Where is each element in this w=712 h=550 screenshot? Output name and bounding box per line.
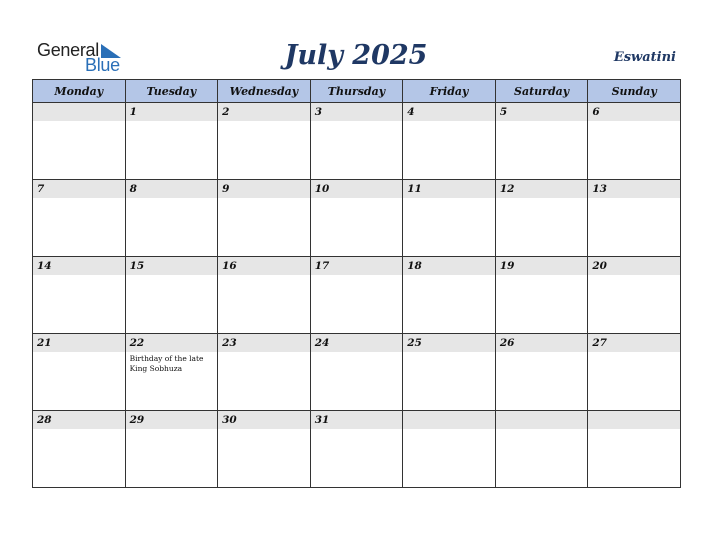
day-number-bar	[218, 180, 310, 198]
day-cell-5	[495, 103, 588, 180]
day-number: 27	[592, 337, 607, 349]
calendar-body	[33, 103, 681, 488]
weekday-tuesday: Tuesday	[125, 80, 218, 103]
day-cell-1	[125, 103, 218, 180]
day-cell-27	[588, 334, 681, 411]
day-number-bar	[496, 257, 588, 275]
day-number: 24	[314, 337, 330, 349]
day-number: 26	[499, 337, 515, 349]
day-cell-30	[218, 411, 311, 488]
day-number-bar	[403, 180, 495, 198]
day-cell-21	[33, 334, 126, 411]
day-cell-26	[495, 334, 588, 411]
day-number: 31	[314, 414, 330, 426]
day-number-bar	[496, 180, 588, 198]
day-cell-2	[218, 103, 311, 180]
day-number: 19	[499, 260, 515, 272]
day-number: 20	[592, 260, 607, 272]
day-cell-18	[403, 257, 496, 334]
day-number-bar	[496, 411, 588, 429]
empty-day-cell	[403, 411, 496, 488]
day-cell-15	[125, 257, 218, 334]
day-cell-3	[310, 103, 403, 180]
day-number: 29	[129, 414, 145, 426]
day-cell-16	[218, 257, 311, 334]
day-cell-9	[218, 180, 311, 257]
empty-day-cell	[588, 411, 681, 488]
weekday-monday: Monday	[33, 80, 126, 103]
day-number: 7	[37, 183, 45, 195]
day-number: 11	[407, 183, 422, 195]
day-number: 23	[222, 337, 237, 349]
empty-day-cell	[33, 103, 126, 180]
day-number-bar	[403, 103, 495, 121]
weekday-friday: Friday	[403, 80, 496, 103]
day-cell-13	[588, 180, 681, 257]
day-number: 16	[222, 260, 237, 272]
day-number: 17	[314, 260, 330, 272]
day-number-bar	[588, 411, 680, 429]
day-number: 12	[499, 183, 515, 195]
holiday-label: Birthday of the late King Sobhuza	[129, 354, 204, 373]
day-number-bar	[311, 334, 403, 352]
day-number-bar	[311, 411, 403, 429]
day-number-bar	[126, 103, 218, 121]
day-number: 25	[407, 337, 422, 349]
day-cell-6	[588, 103, 681, 180]
day-cell-12	[495, 180, 588, 257]
day-number-bar	[33, 103, 125, 121]
calendar-week-row	[33, 411, 681, 488]
day-number: 10	[314, 183, 330, 195]
day-cell-4	[403, 103, 496, 180]
day-number-bar	[496, 103, 588, 121]
day-number: 18	[407, 260, 422, 272]
day-number: 1	[129, 106, 137, 118]
day-cell-23	[218, 334, 311, 411]
country-name: Eswatini	[613, 50, 676, 65]
calendar-week-row	[33, 103, 681, 180]
day-cell-17	[310, 257, 403, 334]
calendar-week-row	[33, 180, 681, 257]
day-number-bar	[311, 180, 403, 198]
day-cell-19	[495, 257, 588, 334]
calendar-week-row	[33, 257, 681, 334]
weekday-sunday: Sunday	[588, 80, 681, 103]
day-cell-20	[588, 257, 681, 334]
day-number: 2	[222, 106, 230, 118]
day-cell-7	[33, 180, 126, 257]
calendar-title: July 2025	[284, 40, 428, 71]
day-number-bar	[218, 334, 310, 352]
day-number-bar	[403, 257, 495, 275]
day-number: 3	[314, 106, 322, 118]
day-cell-31	[310, 411, 403, 488]
day-number: 13	[592, 183, 607, 195]
day-number-bar	[33, 334, 125, 352]
day-number-bar	[218, 103, 310, 121]
day-number-bar	[588, 180, 680, 198]
day-number-bar	[311, 103, 403, 121]
day-number-bar	[126, 411, 218, 429]
day-number-bar	[33, 411, 125, 429]
day-number: 8	[129, 183, 137, 195]
day-number: 6	[592, 106, 600, 118]
day-number: 22	[129, 337, 145, 349]
day-number: 30	[222, 414, 237, 426]
day-number-bar	[588, 257, 680, 275]
weekday-header-row	[33, 80, 681, 103]
day-cell-24	[310, 334, 403, 411]
day-number-bar	[33, 180, 125, 198]
day-number-bar	[126, 257, 218, 275]
weekday-thursday: Thursday	[310, 80, 403, 103]
day-number-bar	[403, 411, 495, 429]
day-number-bar	[588, 103, 680, 121]
day-number-bar	[218, 257, 310, 275]
day-number: 28	[37, 414, 52, 426]
day-number: 21	[37, 337, 52, 349]
day-number-bar	[403, 334, 495, 352]
day-number: 5	[499, 106, 508, 118]
day-cell-11	[403, 180, 496, 257]
day-number: 4	[407, 106, 415, 118]
day-cell-10	[310, 180, 403, 257]
day-number-bar	[311, 257, 403, 275]
day-number-bar	[33, 257, 125, 275]
empty-day-cell	[495, 411, 588, 488]
weekday-saturday: Saturday	[495, 80, 588, 103]
calendar-week-row	[33, 334, 681, 411]
logo-text-blue: Blue	[85, 55, 120, 75]
day-number-bar	[218, 411, 310, 429]
day-cell-29	[125, 411, 218, 488]
day-number: 9	[222, 183, 230, 195]
day-number: 15	[129, 260, 145, 272]
day-number-bar	[126, 334, 218, 352]
day-cell-8	[125, 180, 218, 257]
day-number-bar	[496, 334, 588, 352]
weekday-wednesday: Wednesday	[218, 80, 311, 103]
day-cell-14	[33, 257, 126, 334]
day-cell-28	[33, 411, 126, 488]
logo-text-general: General	[37, 40, 99, 60]
calendar-grid	[32, 79, 681, 488]
day-number-bar	[588, 334, 680, 352]
day-number-bar	[126, 180, 218, 198]
day-cell-22	[125, 334, 218, 411]
day-number: 14	[37, 260, 52, 272]
day-cell-25	[403, 334, 496, 411]
